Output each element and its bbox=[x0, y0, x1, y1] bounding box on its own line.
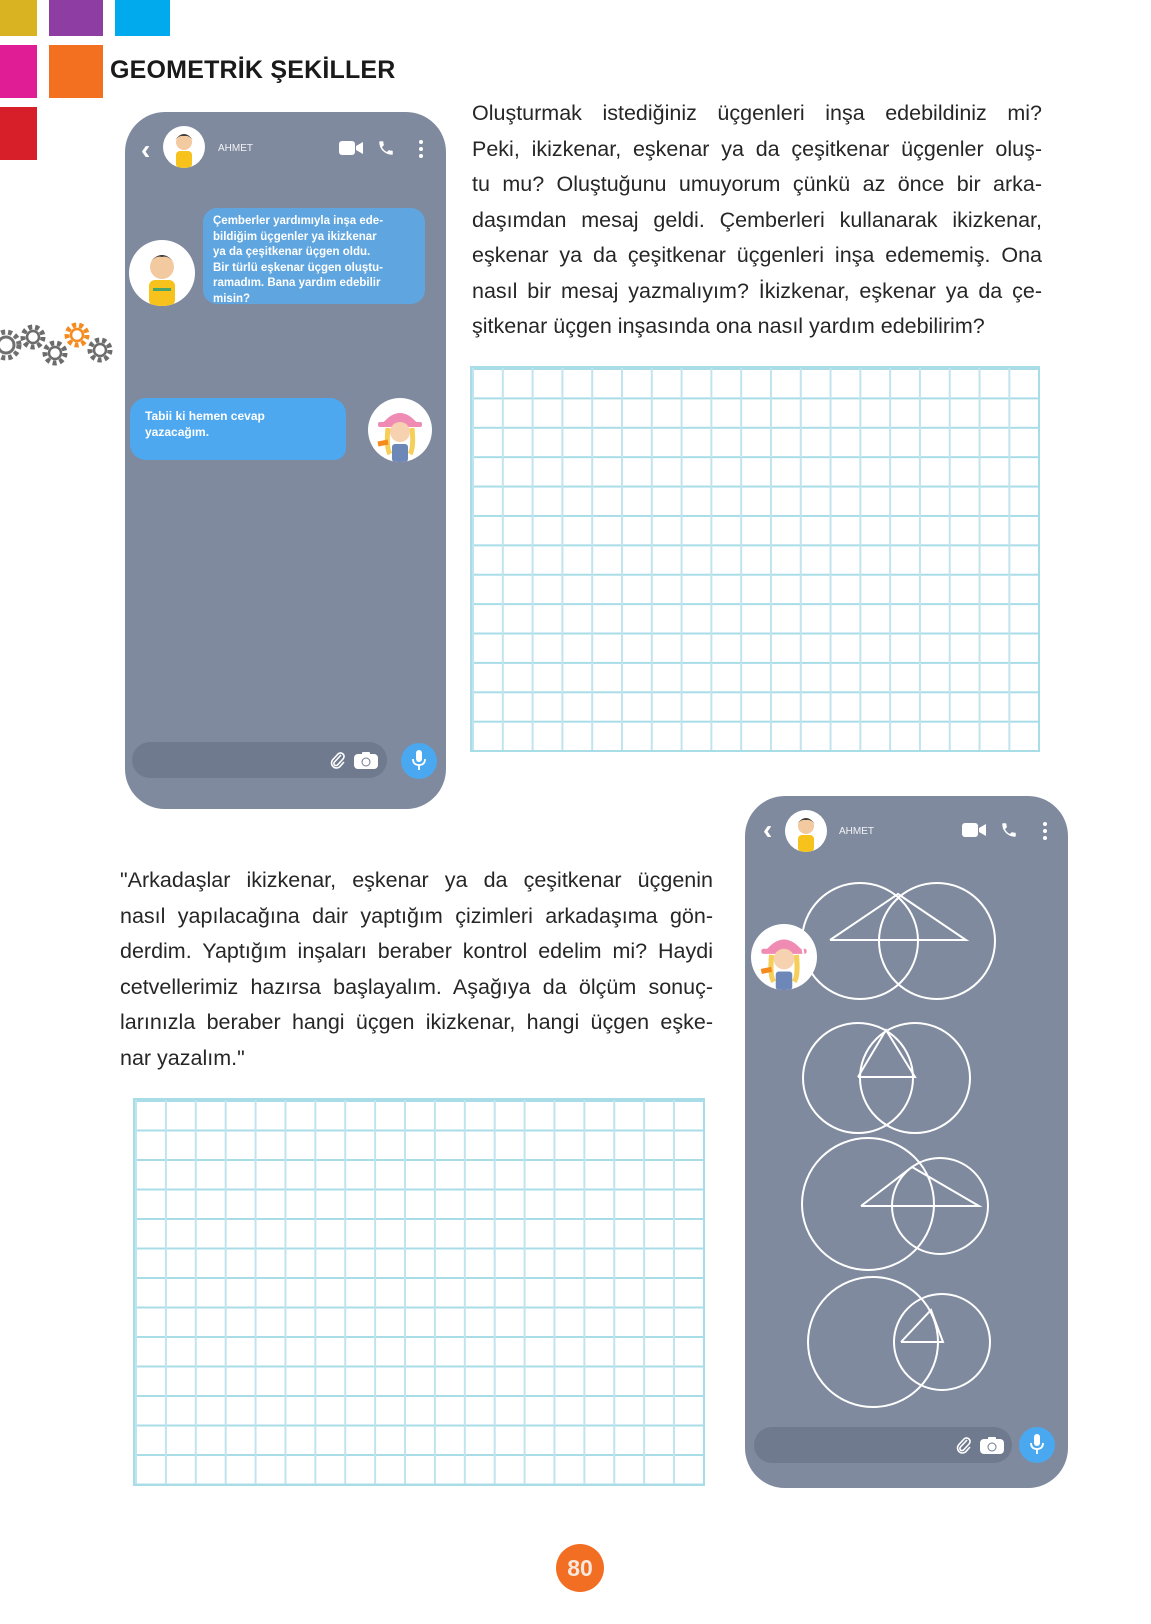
paragraph-line: eşkenar ya da çeşitkenar üçgenleri inşa edememiş. Ona bbox=[472, 243, 1042, 267]
gears-icon bbox=[0, 320, 120, 370]
message-line: bildiğim üçgenler ya ikizkenar bbox=[213, 230, 377, 243]
video-call-icon[interactable] bbox=[339, 141, 363, 155]
page-number-badge: 80 bbox=[556, 1544, 604, 1592]
paragraph-line: tu mu? Oluştuğunu umuyorum çünkü az önce bir arka- bbox=[472, 172, 1042, 196]
chat-phone-2 bbox=[745, 796, 1068, 1488]
chat-header bbox=[125, 112, 446, 182]
paragraph-line: cetvellerimiz hazırsa başlayalım. Aşağıya da ölçüm sonuç- bbox=[120, 974, 713, 999]
contact-name: AHMET bbox=[839, 826, 874, 837]
grid-paper-top[interactable] bbox=[470, 366, 1040, 752]
camera-icon[interactable] bbox=[354, 752, 378, 769]
paragraph-line: nar yazalım." bbox=[120, 1045, 245, 1070]
paragraph-line: daşımdan mesaj geldi. Çemberleri kullanarak ikizkenar, bbox=[472, 207, 1042, 232]
chat-phone-1 bbox=[125, 112, 446, 809]
contact-name: AHMET bbox=[218, 143, 253, 154]
color-square-magenta bbox=[0, 45, 37, 98]
paragraph-line: derdim. Yaptığım inşaları beraber kontrol edelim mi? Haydi bbox=[120, 939, 713, 963]
paragraph-line: "Arkadaşlar ikizkenar, eşkenar ya da çeşitkenar üçgenin bbox=[120, 868, 713, 892]
paragraph-line: nasıl bir mesaj yazmalıyım? İkizkenar, eşkenar ya da çe- bbox=[472, 278, 1042, 303]
microphone-icon bbox=[412, 750, 426, 772]
color-square-red bbox=[0, 107, 37, 160]
phone-call-icon[interactable] bbox=[377, 139, 395, 157]
paragraph-line: nasıl yapılacağına dair yaptığım çizimleri arkadaşıma gön- bbox=[120, 903, 713, 928]
sender-avatar-boy bbox=[129, 240, 195, 306]
contact-avatar-boy[interactable] bbox=[163, 126, 205, 168]
more-options-icon[interactable] bbox=[418, 139, 424, 159]
back-chevron-icon[interactable]: ‹ bbox=[141, 134, 151, 165]
grid-paper-bottom[interactable] bbox=[133, 1098, 705, 1486]
sender-avatar-girl bbox=[368, 398, 432, 462]
message-line: ya da çeşitkenar üçgen oldu. bbox=[213, 246, 371, 258]
color-square-blue bbox=[115, 0, 170, 36]
back-chevron-icon[interactable]: ‹ bbox=[763, 814, 773, 845]
camera-icon[interactable] bbox=[980, 1437, 1004, 1454]
message-line: ramadım. Bana yardım edebilir bbox=[213, 277, 381, 289]
message-bubble-received bbox=[203, 208, 425, 304]
message-line: Tabii ki hemen cevap bbox=[145, 409, 265, 423]
paragraph-line: Peki, ikizkenar, eşkenar ya da çeşitkenar üçgenler oluş- bbox=[472, 136, 1042, 161]
paragraph-line: larınızla beraber hangi üçgen ikizkenar, hangi üçgen eşke- bbox=[120, 1010, 713, 1034]
paragraph-line: Oluşturmak istediğiniz üçgenleri inşa edebildiniz mi? bbox=[472, 101, 1042, 125]
color-square-yellow bbox=[0, 0, 37, 36]
microphone-button[interactable] bbox=[1019, 1427, 1055, 1463]
microphone-button[interactable] bbox=[401, 743, 437, 779]
message-line: Çemberler yardımıyla inşa ede- bbox=[213, 215, 384, 227]
attach-paperclip-icon[interactable] bbox=[330, 751, 346, 769]
message-line: yazacağım. bbox=[145, 424, 210, 439]
instruction-paragraph bbox=[120, 863, 713, 1076]
message-line: Bir türlü eşkenar üçgen oluştu- bbox=[213, 261, 383, 274]
page-title: GEOMETRİK ŞEKİLLER bbox=[110, 56, 396, 84]
triangle-constructions-drawing bbox=[745, 796, 1068, 1488]
paragraph-line: şitkenar üçgen inşasında ona nasıl yardım edebilirim? bbox=[472, 314, 985, 338]
message-input[interactable] bbox=[754, 1427, 1012, 1463]
color-square-purple bbox=[49, 0, 103, 36]
color-square-orange bbox=[49, 45, 103, 98]
message-input[interactable] bbox=[132, 742, 387, 778]
microphone-icon bbox=[1030, 1434, 1044, 1456]
message-bubble-sent bbox=[130, 398, 346, 460]
message-line: misin? bbox=[213, 292, 251, 305]
intro-paragraph bbox=[472, 96, 1042, 345]
attach-paperclip-icon[interactable] bbox=[956, 1436, 972, 1454]
